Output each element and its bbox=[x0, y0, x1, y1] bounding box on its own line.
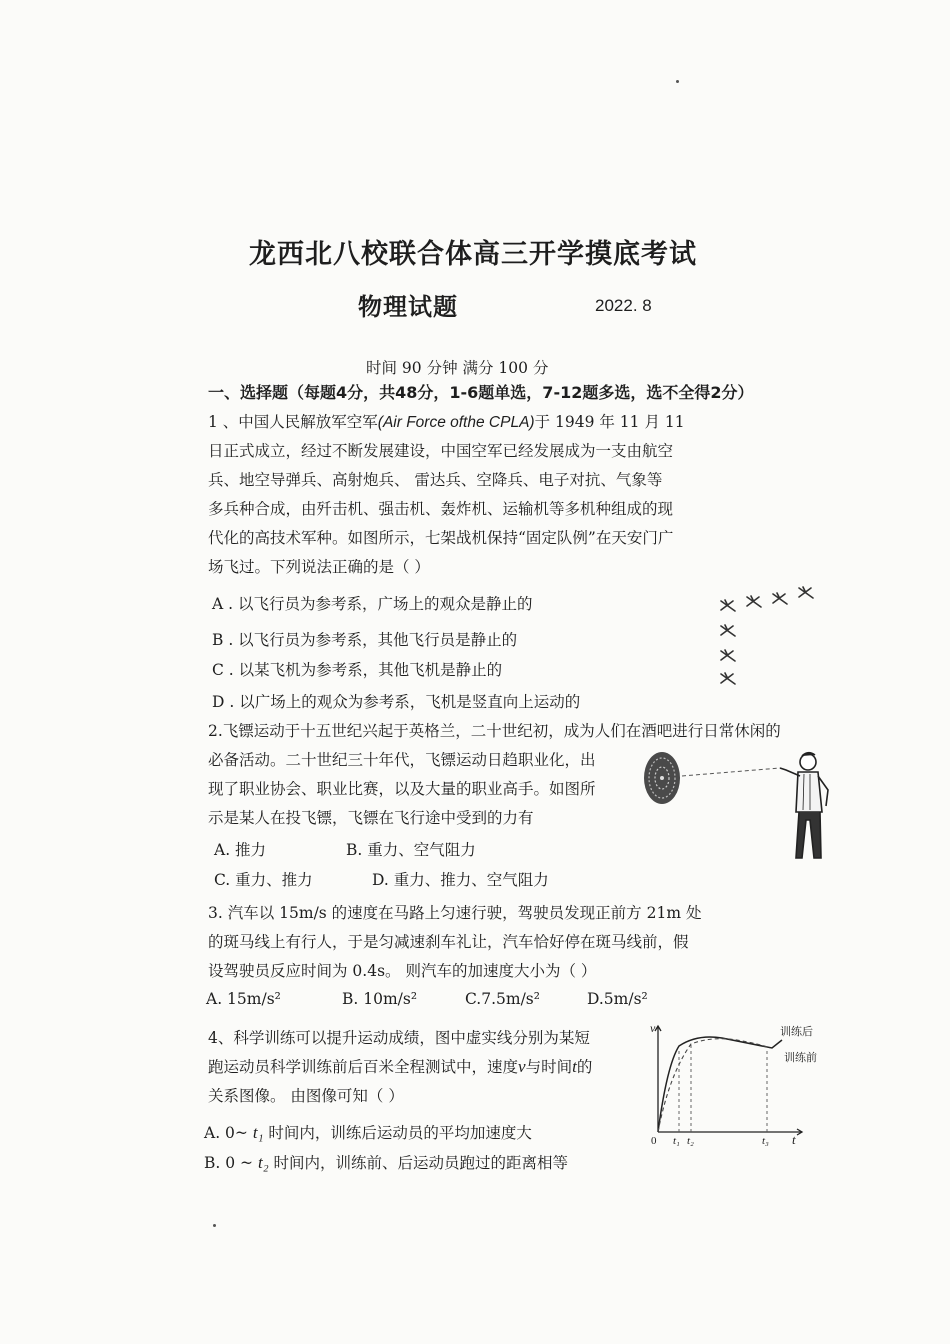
q4-option-a-pre: A. 0~ bbox=[204, 1124, 248, 1142]
dart-path bbox=[682, 768, 780, 776]
q4-line-2-mid: 与时间 bbox=[525, 1058, 573, 1076]
q4-var-t: t bbox=[572, 1057, 577, 1076]
scan-speck bbox=[213, 1224, 216, 1227]
person-figure bbox=[780, 753, 828, 858]
q4-option-a bbox=[204, 1121, 532, 1143]
q2-line-4: 示是某人在投飞镖，飞镖在飞行途中受到的力有 bbox=[208, 809, 534, 827]
jet-icon bbox=[773, 593, 787, 604]
graph-t3-label: t₃ bbox=[762, 1135, 769, 1147]
q1-line-2: 日正式成立，经过不断发展建设，中国空军已经发展成为一支由航空 bbox=[208, 442, 674, 460]
q4-option-b-post: 时间内，训练前、后运动员跑过的距离相等 bbox=[273, 1154, 569, 1172]
jet-icon bbox=[721, 600, 735, 611]
q1-option-c: C . 以某飞机为参考系，其他飞机是静止的 bbox=[212, 661, 503, 679]
q4-line-1: 4、科学训练可以提升运动成绩，图中虚实线分别为某短 bbox=[208, 1029, 590, 1047]
q2-line-2: 必备活动。二十世纪三十年代，飞镖运动日趋职业化，出 bbox=[208, 751, 596, 769]
jet-icon bbox=[721, 625, 735, 636]
q1-line-1 bbox=[208, 410, 685, 432]
jet-icon bbox=[721, 650, 735, 661]
q4-line-3: 关系图像。 由图像可知（ ） bbox=[208, 1087, 404, 1105]
exam-date: 2022. 8 bbox=[595, 296, 652, 315]
q4-option-b-pre: B. 0 ~ bbox=[204, 1154, 254, 1172]
q1-option-a: A . 以飞行员为参考系，广场上的观众是静止的 bbox=[212, 595, 533, 613]
q2-option-c: C. 重力、推力 bbox=[214, 871, 313, 889]
q4-line-2 bbox=[208, 1055, 592, 1077]
q1-line-6: 场飞过。下列说法正确的是（ ） bbox=[208, 558, 430, 576]
graph-label-after: 训练后 bbox=[780, 1025, 813, 1038]
jets-formation-figure bbox=[712, 580, 832, 690]
graph-label-before: 训练前 bbox=[784, 1051, 817, 1064]
q3-option-b: B. 10m/s² bbox=[342, 990, 418, 1008]
q1-line-4: 多兵种合成，由歼击机、强击机、轰炸机、运输机等多机种组成的现 bbox=[208, 500, 674, 518]
dart-thrower-figure bbox=[640, 740, 840, 870]
q2-line-3: 现了职业协会、职业比赛，以及大量的职业高手。如图所 bbox=[208, 780, 596, 798]
q4-line-2-pre: 跑运动员科学训练前后百米全程测试中，速度 bbox=[208, 1058, 519, 1076]
q1-line-1-pre: 1 、中国人民解放军空军 bbox=[208, 413, 378, 431]
q4-option-a-t1: t₁ bbox=[252, 1123, 264, 1142]
graph-v-label: v bbox=[650, 1021, 656, 1035]
q2-option-b: B. 重力、空气阻力 bbox=[346, 841, 476, 859]
exam-title: 龙西北八校联合体高三开学摸底考试 bbox=[249, 239, 697, 270]
q2-option-d: D. 重力、推力、空气阻力 bbox=[372, 871, 549, 889]
q3-option-c: C.7.5m/s² bbox=[465, 990, 540, 1008]
subject-title: 物理试题 bbox=[358, 293, 458, 321]
dartboard bbox=[644, 752, 680, 804]
graph-origin-label: 0 bbox=[651, 1135, 657, 1147]
q4-line-2-post: 的 bbox=[576, 1058, 593, 1076]
scan-speck bbox=[676, 80, 679, 83]
q1-line-3: 兵、地空导弹兵、高射炮兵、 雷达兵、空降兵、电子对抗、气象等 bbox=[208, 471, 663, 489]
q3-line-3: 设驾驶员反应时间为 0.4s。 则汽车的加速度大小为（ ） bbox=[208, 962, 597, 980]
q2-line-1: 2.飞镖运动于十五世纪兴起于英格兰，二十世纪初，成为人们在酒吧进行日常休闲的 bbox=[208, 722, 781, 740]
q4-option-b bbox=[204, 1151, 568, 1173]
q3-line-2: 的斑马线上有行人，于是匀减速刹车礼让，汽车恰好停在斑马线前，假 bbox=[208, 933, 689, 951]
q1-english-name: (Air Force ofthe CPLA) bbox=[377, 414, 535, 431]
q3-line-1: 3. 汽车以 15m/s 的速度在马路上匀速行驶，驾驶员发现正前方 21m 处 bbox=[208, 904, 702, 922]
graph-t-label: t bbox=[792, 1132, 796, 1147]
q3-option-a: A. 15m/s² bbox=[206, 990, 281, 1008]
time-info: 时间 90 分钟 满分 100 分 bbox=[366, 359, 549, 377]
graph-t2-label: t₂ bbox=[687, 1135, 694, 1147]
q1-option-d: D . 以广场上的观众为参考系，飞机是竖直向上运动的 bbox=[212, 693, 581, 711]
q3-option-d: D.5m/s² bbox=[587, 990, 648, 1008]
curve-after-training bbox=[658, 1037, 782, 1132]
jet-icon bbox=[721, 673, 735, 684]
q4-option-a-post: 时间内，训练后运动员的平均加速度大 bbox=[268, 1124, 532, 1142]
vt-graph bbox=[642, 1020, 842, 1150]
jet-icon bbox=[747, 596, 761, 607]
q1-line-5: 代化的高技术军种。如图所示，七架战机保持“固定队例”在天安门广 bbox=[208, 529, 674, 547]
section-heading: 一、选择题（每题4分，共48分，1-6题单选，7-12题多选，选不全得2分） bbox=[208, 383, 754, 402]
q4-var-v: v bbox=[518, 1057, 526, 1076]
jet-icon bbox=[799, 587, 813, 598]
q1-option-b: B . 以飞行员为参考系，其他飞行员是静止的 bbox=[212, 631, 518, 649]
q1-line-1-post: 于 1949 年 11 月 11 bbox=[534, 413, 685, 431]
graph-t1-label: t₁ bbox=[673, 1135, 680, 1147]
q4-option-b-t2: t₂ bbox=[257, 1153, 269, 1172]
q2-option-a: A. 推力 bbox=[214, 841, 267, 859]
